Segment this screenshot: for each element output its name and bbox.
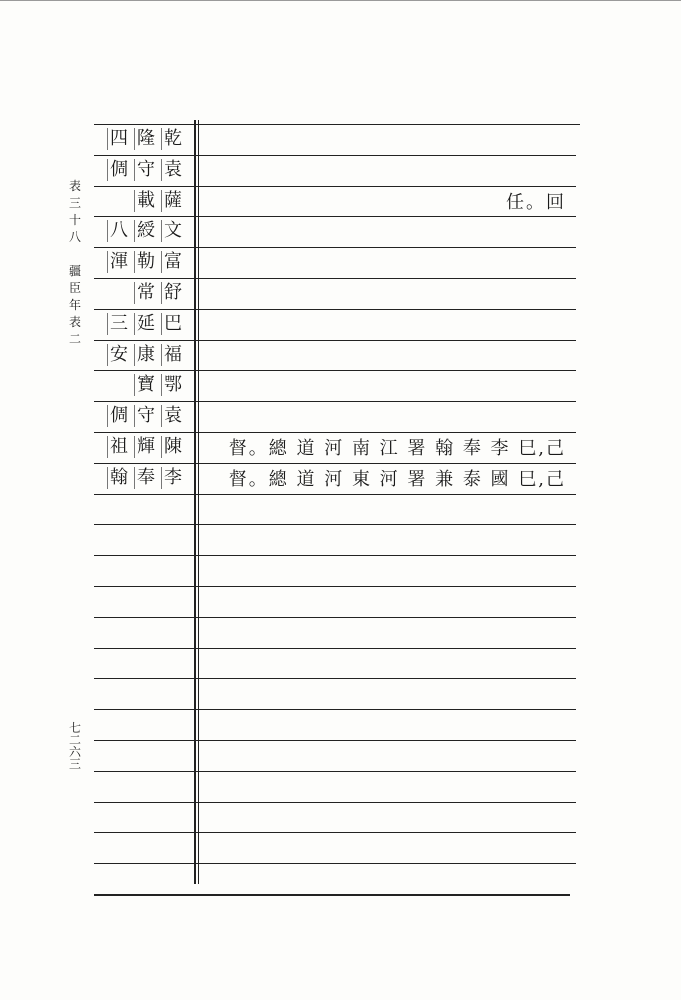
name-char: 袁 bbox=[161, 159, 184, 181]
running-head-char: 臣 bbox=[68, 281, 81, 295]
running-head-char: 疆 bbox=[68, 264, 81, 278]
page-number bbox=[66, 722, 84, 770]
name-char: 四 bbox=[107, 128, 130, 150]
name-char: 載 bbox=[134, 190, 157, 212]
running-head-char: 表 bbox=[68, 179, 81, 193]
row-rule bbox=[94, 709, 576, 710]
appointment-entry bbox=[198, 278, 572, 308]
official-name-cell bbox=[94, 247, 190, 277]
name-char: 舒 bbox=[161, 282, 184, 304]
name-char: 倜 bbox=[107, 159, 130, 181]
name-char: 陳 bbox=[161, 436, 184, 458]
row-rule bbox=[94, 678, 576, 679]
official-name-cell bbox=[94, 432, 190, 462]
running-head-char: 八 bbox=[68, 230, 81, 244]
running-head-char: 十 bbox=[68, 213, 81, 227]
running-head-char: 二 bbox=[68, 332, 81, 346]
name-char: 延 bbox=[134, 313, 157, 335]
name-char: 李 bbox=[161, 467, 184, 489]
page-number-char: 二 bbox=[68, 733, 81, 747]
row-rule bbox=[94, 524, 576, 525]
appointment-entry bbox=[198, 309, 572, 339]
name-char: 八 bbox=[107, 220, 130, 242]
name-char: 康 bbox=[134, 344, 157, 366]
running-head-char: 三 bbox=[68, 196, 81, 210]
running-head-char: 年 bbox=[68, 298, 81, 312]
name-char: 乾 bbox=[161, 128, 184, 150]
running-head-char: 表 bbox=[68, 315, 81, 329]
appointment-entry: 督。總 道 河 東 河 署 兼 泰 國 巳,己 bbox=[228, 468, 566, 490]
running-head bbox=[66, 178, 84, 348]
official-name-cell bbox=[94, 155, 190, 185]
page-number-char: 三 bbox=[68, 757, 81, 771]
page-number-char: 六 bbox=[68, 745, 81, 759]
name-char: 福 bbox=[161, 344, 184, 366]
name-char: 鄂 bbox=[161, 374, 184, 396]
row-rule bbox=[94, 863, 576, 864]
name-char: 翰 bbox=[107, 467, 130, 489]
official-name-cell bbox=[94, 216, 190, 246]
name-char: 文 bbox=[161, 220, 184, 242]
row-rule bbox=[94, 802, 576, 803]
appointment-entry: 任。回 bbox=[506, 191, 566, 213]
appointment-entry: 督。總 道 河 南 江 署 翰 奉 李 巳,己 bbox=[228, 438, 566, 459]
official-name-cell bbox=[94, 309, 190, 339]
row-rule bbox=[94, 740, 576, 741]
officials-table bbox=[94, 120, 580, 905]
row-rule bbox=[94, 586, 576, 587]
row-rule bbox=[94, 771, 576, 772]
name-char: 寶 bbox=[134, 374, 157, 396]
name-char: 隆 bbox=[134, 128, 157, 150]
name-char: 祖 bbox=[107, 436, 130, 458]
appointment-entry bbox=[198, 370, 572, 400]
row-rule bbox=[94, 617, 576, 618]
row-rule bbox=[94, 894, 570, 896]
row-rule bbox=[94, 494, 576, 495]
name-char: 富 bbox=[161, 251, 184, 273]
official-name-cell bbox=[94, 124, 190, 154]
page-number-char: 七 bbox=[68, 721, 81, 735]
name-char: 袁 bbox=[161, 405, 184, 427]
name-char: 倜 bbox=[107, 405, 130, 427]
row-rule bbox=[94, 648, 576, 649]
official-name-cell bbox=[94, 340, 190, 370]
appointment-entry bbox=[198, 124, 572, 154]
name-char: 輝 bbox=[134, 436, 157, 458]
name-char: 勒 bbox=[134, 251, 157, 273]
page-top-edge bbox=[0, 0, 681, 1]
appointment-entry bbox=[198, 401, 572, 431]
official-name-cell bbox=[94, 278, 190, 308]
row-rule bbox=[94, 555, 576, 556]
name-char: 奉 bbox=[134, 467, 157, 489]
official-name-cell bbox=[94, 370, 190, 400]
name-char: 薩 bbox=[161, 190, 184, 212]
official-name-cell bbox=[94, 186, 190, 216]
official-name-cell bbox=[94, 401, 190, 431]
name-char: 巴 bbox=[161, 313, 184, 335]
appointment-entry bbox=[198, 340, 572, 370]
official-name-cell bbox=[94, 463, 190, 493]
column-divider bbox=[194, 120, 196, 884]
name-char: 守 bbox=[134, 405, 157, 427]
appointment-entry bbox=[198, 247, 572, 277]
name-char: 三 bbox=[107, 313, 130, 335]
appointment-entry bbox=[198, 155, 572, 185]
name-char: 安 bbox=[107, 344, 130, 366]
name-char: 渾 bbox=[107, 251, 130, 273]
appointment-entry bbox=[198, 216, 572, 246]
row-rule bbox=[94, 832, 576, 833]
name-char: 守 bbox=[134, 159, 157, 181]
name-char: 常 bbox=[134, 282, 157, 304]
name-char: 綬 bbox=[134, 220, 157, 242]
